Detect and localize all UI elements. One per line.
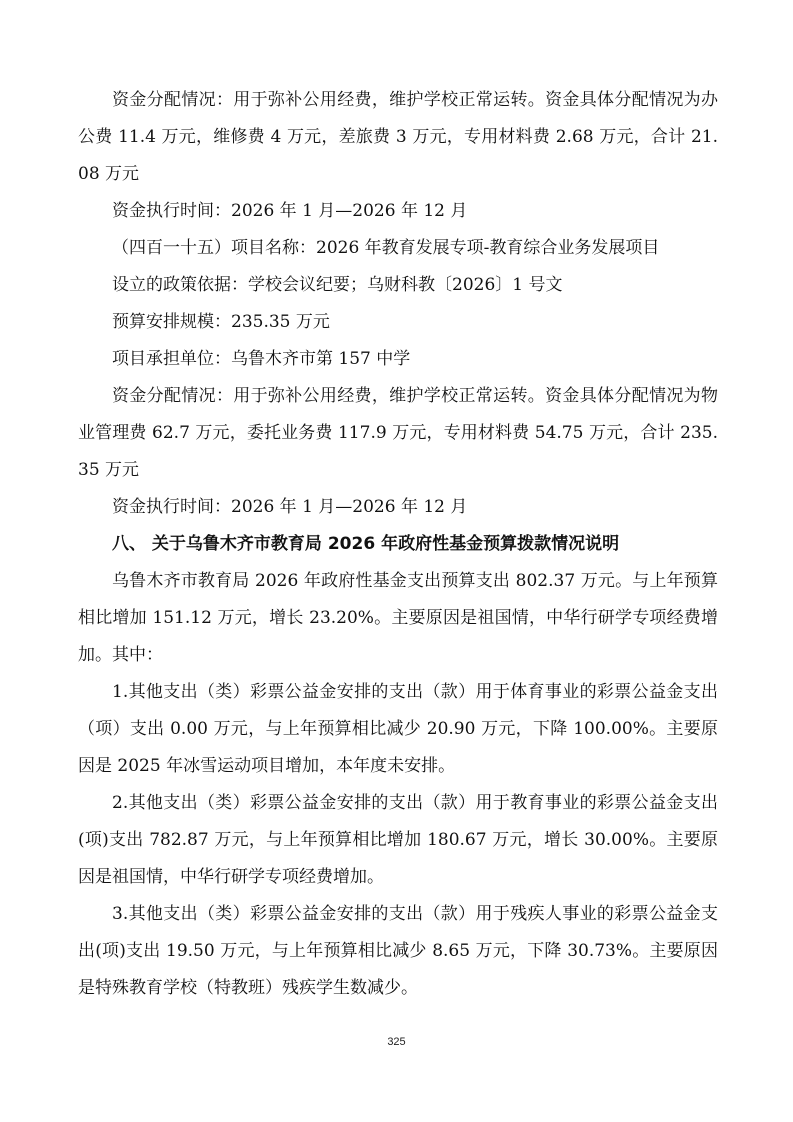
paragraph-policy-basis: 设立的政策依据：学校会议纪要；乌财科教〔2026〕1 号文: [112, 275, 563, 295]
paragraph-item-1: 1.其他支出（类）彩票公益金安排的支出（款）用于体育事业的彩票公益金支出（项）支出 0.00 万元，与上年预算相比减少 20.90 万元，下降 100.00%。主要原因是 2025 年冰雪运动项目增加，本年度未安排。: [78, 682, 718, 776]
paragraph-fund-allocation-2: 资金分配情况：用于弥补公用经费，维护学校正常运转。资金具体分配情况为物业管理费 62.7 万元，委托业务费 117.9 万元，专用材料费 54.75 万元，合计 235.35 万元: [78, 386, 718, 480]
paragraph-fund-summary: 乌鲁木齐市教育局 2026 年政府性基金支出预算支出 802.37 万元。与上年预算相比增加 151.12 万元，增长 23.20%。主要原因是祖国情，中华行研学专项经费增加。其中：: [78, 571, 718, 665]
paragraph-item-2: 2.其他支出（类）彩票公益金安排的支出（款）用于教育事业的彩票公益金支出(项)支出 782.87 万元，与上年预算相比增加 180.67 万元，增长 30.00%。主要原因是祖国情，中华行研学专项经费增加。: [78, 793, 718, 887]
paragraph-fund-allocation-1: 资金分配情况：用于弥补公用经费，维护学校正常运转。资金具体分配情况为办公费 11.4 万元，维修费 4 万元，差旅费 3 万元，专用材料费 2.68 万元，合计 21.08 万元: [78, 90, 718, 184]
section-heading: 八、 关于乌鲁木齐市教育局 2026 年政府性基金预算拨款情况说明: [112, 534, 620, 554]
document-body: [78, 82, 718, 1007]
paragraph-execution-time-1: 资金执行时间：2026 年 1 月—2026 年 12 月: [112, 201, 468, 221]
paragraph-undertaking-unit: 项目承担单位：乌鲁木齐市第 157 中学: [112, 349, 411, 369]
paragraph-execution-time-2: 资金执行时间：2026 年 1 月—2026 年 12 月: [112, 497, 468, 517]
paragraph-item-3: 3.其他支出（类）彩票公益金安排的支出（款）用于残疾人事业的彩票公益金支出(项)支出 19.50 万元，与上年预算相比减少 8.65 万元，下降 30.73%。主要原因是特殊教育学校（特教班）残疾学生数减少。: [78, 904, 718, 998]
page-number: 325: [387, 1036, 406, 1048]
paragraph-project-name: （四百一十五）项目名称：2026 年教育发展专项-教育综合业务发展项目: [112, 238, 660, 258]
paragraph-budget-scale: 预算安排规模：235.35 万元: [112, 312, 330, 332]
